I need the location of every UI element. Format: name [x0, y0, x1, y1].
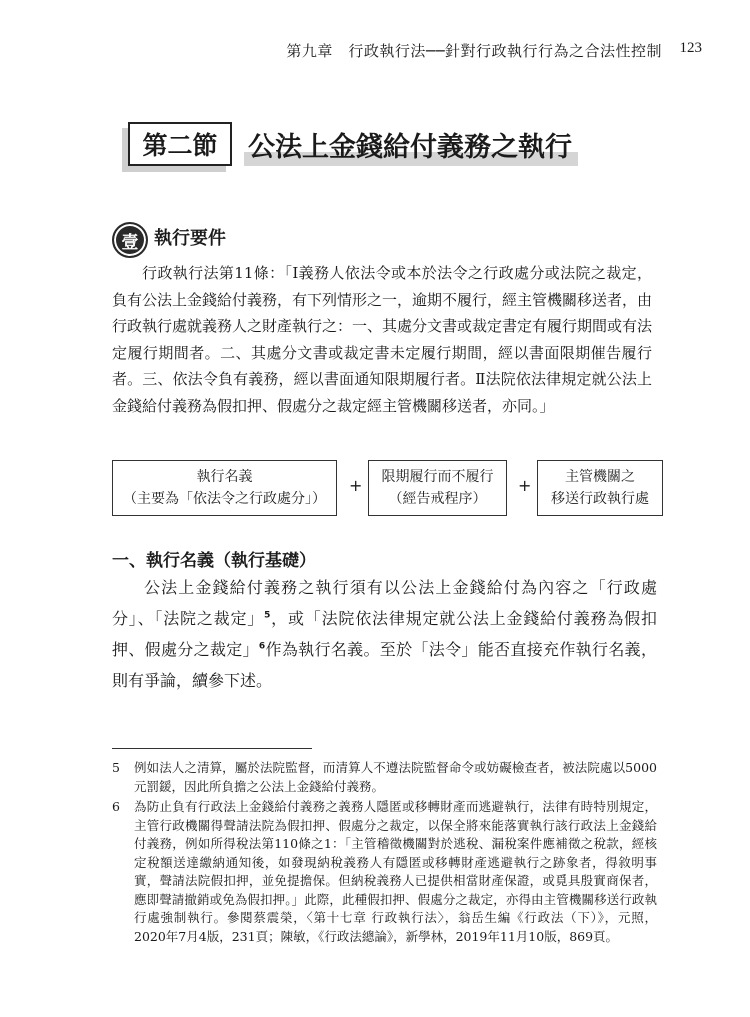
section-label-box — [128, 122, 232, 166]
footnote-number: 6 — [112, 799, 120, 814]
statute-quote-text: 行政執行法第11條：「Ⅰ義務人依法令或本於法令之行政處分或法院之裁定，負有公法上金錢給付義務，有下列情形之一，逾期不履行，經主管機關移送者，由行政執行處就義務人之財產執行之：一、其處分文書或裁定書定有履行期間或有法定履行期間者。二、其處分文書或裁定書未定履行期間，經以書面限期催告履行者。三、依法令負有義務，經以書面通知限期履行者。Ⅱ法院依法律規定就公法上金錢給付義務為假扣押、假處分之裁定經主管機關移送者，亦同。」 — [112, 264, 653, 415]
footnote-divider — [112, 748, 312, 749]
body-part-1: 公法上金錢給付義務之執行須有以公法上金錢給付為內容之「行政處分」、「法院之裁定」 — [112, 578, 657, 628]
heading-enforcement-title: 一、執行名義（執行基礎） — [112, 551, 316, 571]
running-header: 第九章 行政執行法──針對行政執行行為之合法性控制 — [286, 42, 662, 60]
footnote-5 — [112, 759, 657, 796]
flow-box-1-line-1: 執行名義 — [196, 469, 253, 485]
body-part-3: 作為執行名義。至於「法令」能否直接充作執行名義，則有爭論，續參下述。 — [112, 640, 657, 690]
flow-box-enforcement-title — [112, 460, 337, 516]
page-number: 123 — [679, 40, 702, 56]
subsection-badge-char: 壹 — [121, 232, 139, 253]
flow-box-2-line-2: （經告戒程序） — [388, 491, 487, 507]
footnote-text: 為防止負有行政法上金錢給付義務之義務人隱匿或移轉財產而逃避執行，法律有時特別規定，主管行政機關得聲請法院為假扣押、假處分之裁定，以保全將來能落實執行該行政法上金錢給付義務，例如所得稅法第110條之1：「主管稽徵機關對於逃稅、漏稅案件應補徵之稅款，經核定稅額送達繳納通知後，如發現納稅義務人有隱匿或移轉財產逃避執行之跡象者，得敘明事實，聲請法院假扣押，並免提擔保。但納稅義務人已提供相當財產保證，或覓具殷實商保者，應即聲請撤銷或免為假扣押。」此際，此種假扣押、假處分之裁定，亦得由主管機關移送行政執行處強制執行。參閱蔡震榮，〈第十七章 行政執行法〉，翁岳生編《行政法（下）》，元照，2020年7月4版，231頁；陳敏，《行政法總論》，新學林，2019年11月10版，869頁。 — [134, 799, 657, 944]
subsection-title: 執行要件 — [154, 228, 226, 249]
flow-box-deadline — [368, 460, 507, 516]
flow-box-3-line-2: 移送行政執行處 — [551, 491, 649, 507]
section-label: 第二節 — [142, 131, 218, 160]
flow-plus-2: + — [518, 476, 532, 495]
subsection-badge — [112, 222, 148, 258]
flow-box-transfer — [537, 460, 663, 516]
section-title: 公法上金錢給付義務之執行 — [244, 122, 578, 166]
footnote-6 — [112, 798, 657, 946]
flow-plus-1: + — [349, 476, 363, 495]
footnote-number: 5 — [112, 760, 120, 775]
body-paragraph — [112, 572, 657, 696]
footnote-ref-5[interactable]: 5 — [264, 610, 271, 621]
footnote-ref-6[interactable]: 6 — [258, 641, 266, 652]
body-part-2: ，或「法院依法律規定就公法上金錢給付義務為假扣押、假處分之裁定」 — [112, 609, 657, 659]
flow-box-3-line-1: 主管機關之 — [565, 469, 635, 485]
footnote-text: 例如法人之清算，屬於法院監督，而清算人不遵法院監督命令或妨礙檢查者，被法院處以5000元罰鍰，因此所負擔之公法上金錢給付義務。 — [134, 760, 657, 794]
statute-quote — [112, 260, 652, 419]
flow-box-2-line-1: 限期履行而不履行 — [381, 469, 494, 485]
flow-box-1-line-2: （主要為「依法令之行政處分」） — [123, 491, 326, 507]
